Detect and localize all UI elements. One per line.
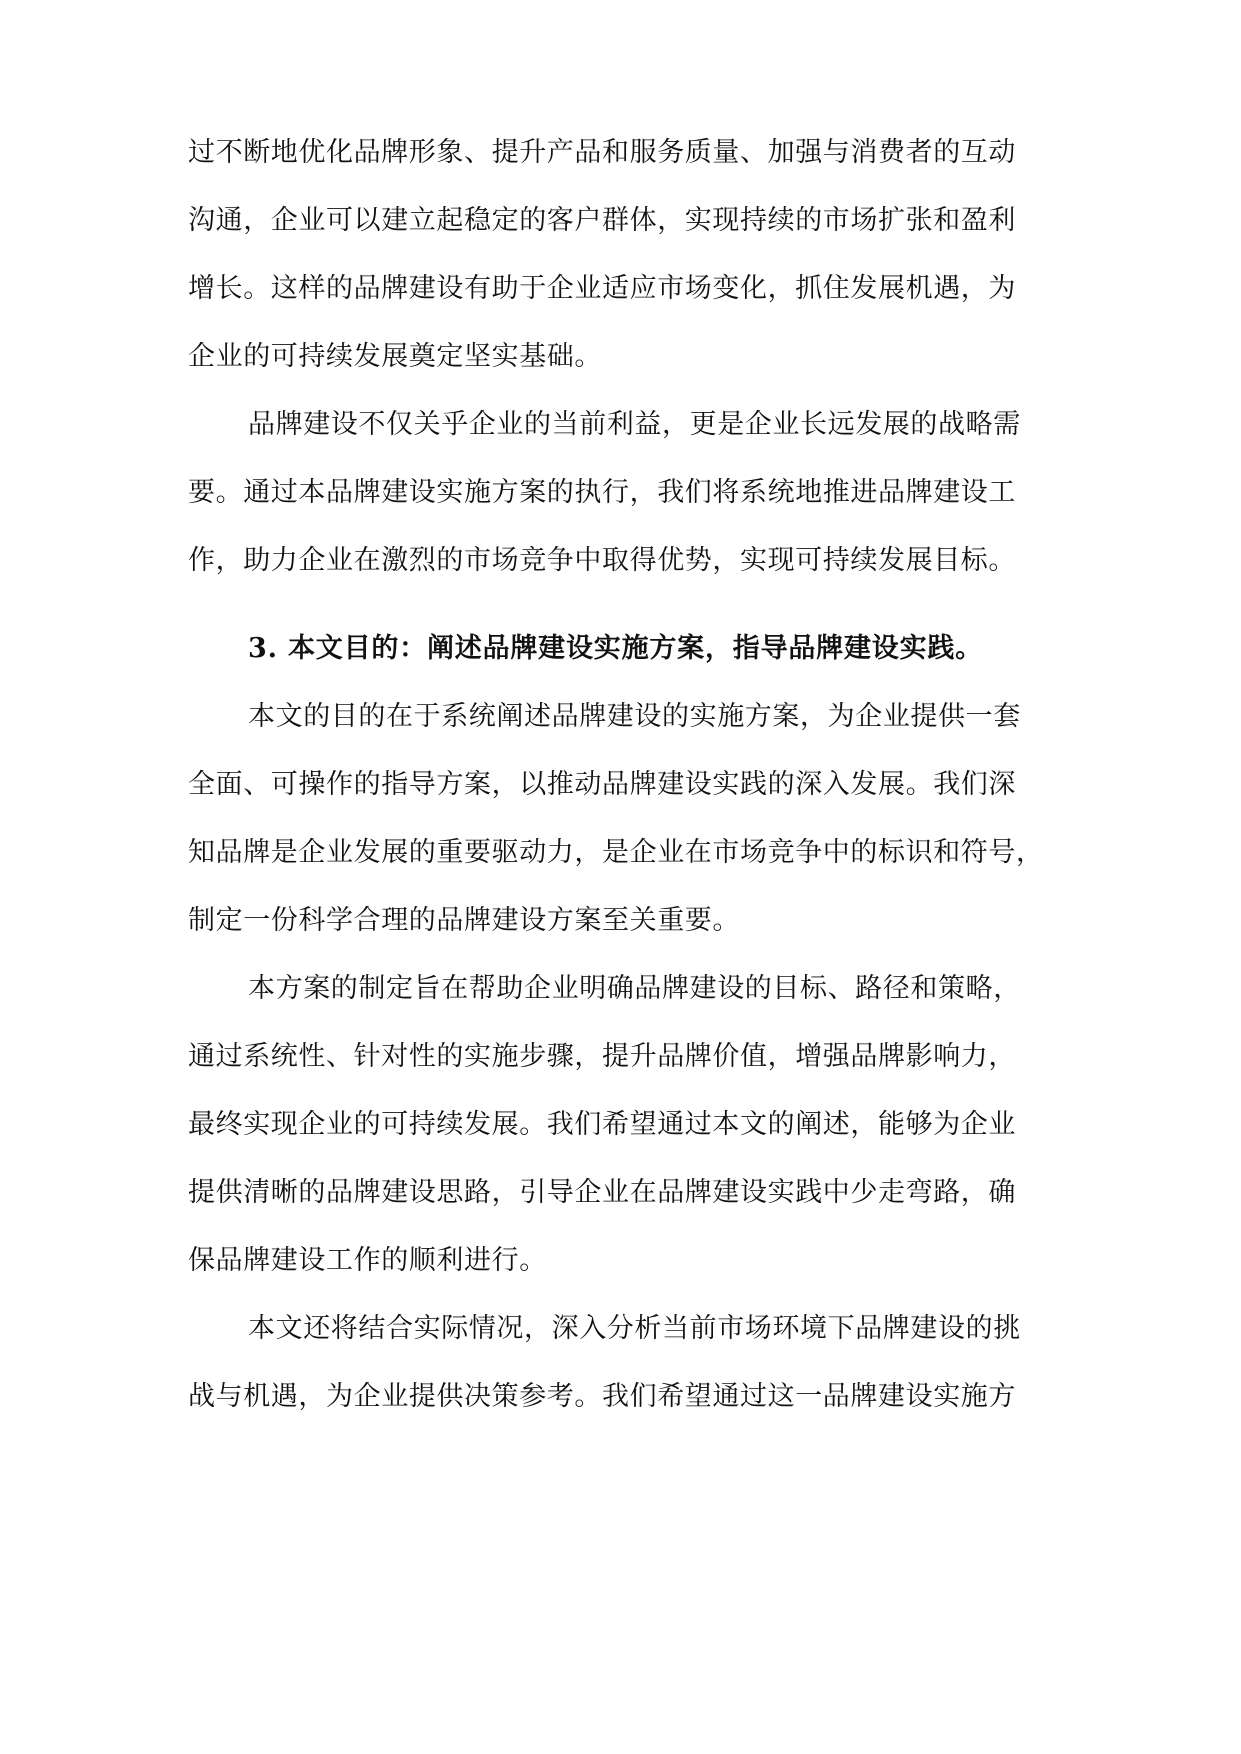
section-paragraph-2-line-2: 通过系统性、针对性的实施步骤，提升品牌价值，增强品牌影响力， bbox=[188, 1041, 1016, 1072]
section-paragraph-1-line-4: 制定一份科学合理的品牌建设方案至关重要。 bbox=[188, 905, 740, 936]
paragraph-1-line-1: 过不断地优化品牌形象、提升产品和服务质量、加强与消费者的互动 bbox=[188, 137, 1016, 168]
section-paragraph-3-line-2: 战与机遇，为企业提供决策参考。我们希望通过这一品牌建设实施方 bbox=[188, 1381, 1016, 1412]
section-paragraph-2-line-1: 本方案的制定旨在帮助企业明确品牌建设的目标、路径和策略， bbox=[248, 973, 1021, 1004]
paragraph-2-line-3: 作，助力企业在激烈的市场竞争中取得优势，实现可持续发展目标。 bbox=[188, 545, 1016, 576]
section-paragraph-2-line-4: 提供清晰的品牌建设思路，引导企业在品牌建设实践中少走弯路，确 bbox=[188, 1177, 1016, 1208]
section-paragraph-1-line-2: 全面、可操作的指导方案，以推动品牌建设实践的深入发展。我们深 bbox=[188, 769, 1016, 800]
paragraph-2-line-2: 要。通过本品牌建设实施方案的执行，我们将系统地推进品牌建设工 bbox=[188, 477, 1016, 508]
section-paragraph-2-line-3: 最终实现企业的可持续发展。我们希望通过本文的阐述，能够为企业 bbox=[188, 1109, 1016, 1140]
section-paragraph-1-line-3: 知品牌是企业发展的重要驱动力，是企业在市场竞争中的标识和符号， bbox=[188, 837, 1044, 868]
paragraph-1-line-3: 增长。这样的品牌建设有助于企业适应市场变化，抓住发展机遇，为 bbox=[188, 273, 1016, 304]
section-paragraph-1-line-1: 本文的目的在于系统阐述品牌建设的实施方案，为企业提供一套 bbox=[248, 701, 1021, 732]
paragraph-2-line-1: 品牌建设不仅关乎企业的当前利益，更是企业长远发展的战略需 bbox=[248, 409, 1021, 440]
section-heading: 3. 本文目的：阐述品牌建设实施方案，指导品牌建设实践。 bbox=[248, 633, 983, 664]
paragraph-1-line-2: 沟通，企业可以建立起稳定的客户群体，实现持续的市场扩张和盈利 bbox=[188, 205, 1016, 236]
section-paragraph-2-line-5: 保品牌建设工作的顺利进行。 bbox=[188, 1245, 547, 1276]
paragraph-1-line-4: 企业的可持续发展奠定坚实基础。 bbox=[188, 341, 602, 372]
section-paragraph-3-line-1: 本文还将结合实际情况，深入分析当前市场环境下品牌建设的挑 bbox=[248, 1313, 1021, 1344]
